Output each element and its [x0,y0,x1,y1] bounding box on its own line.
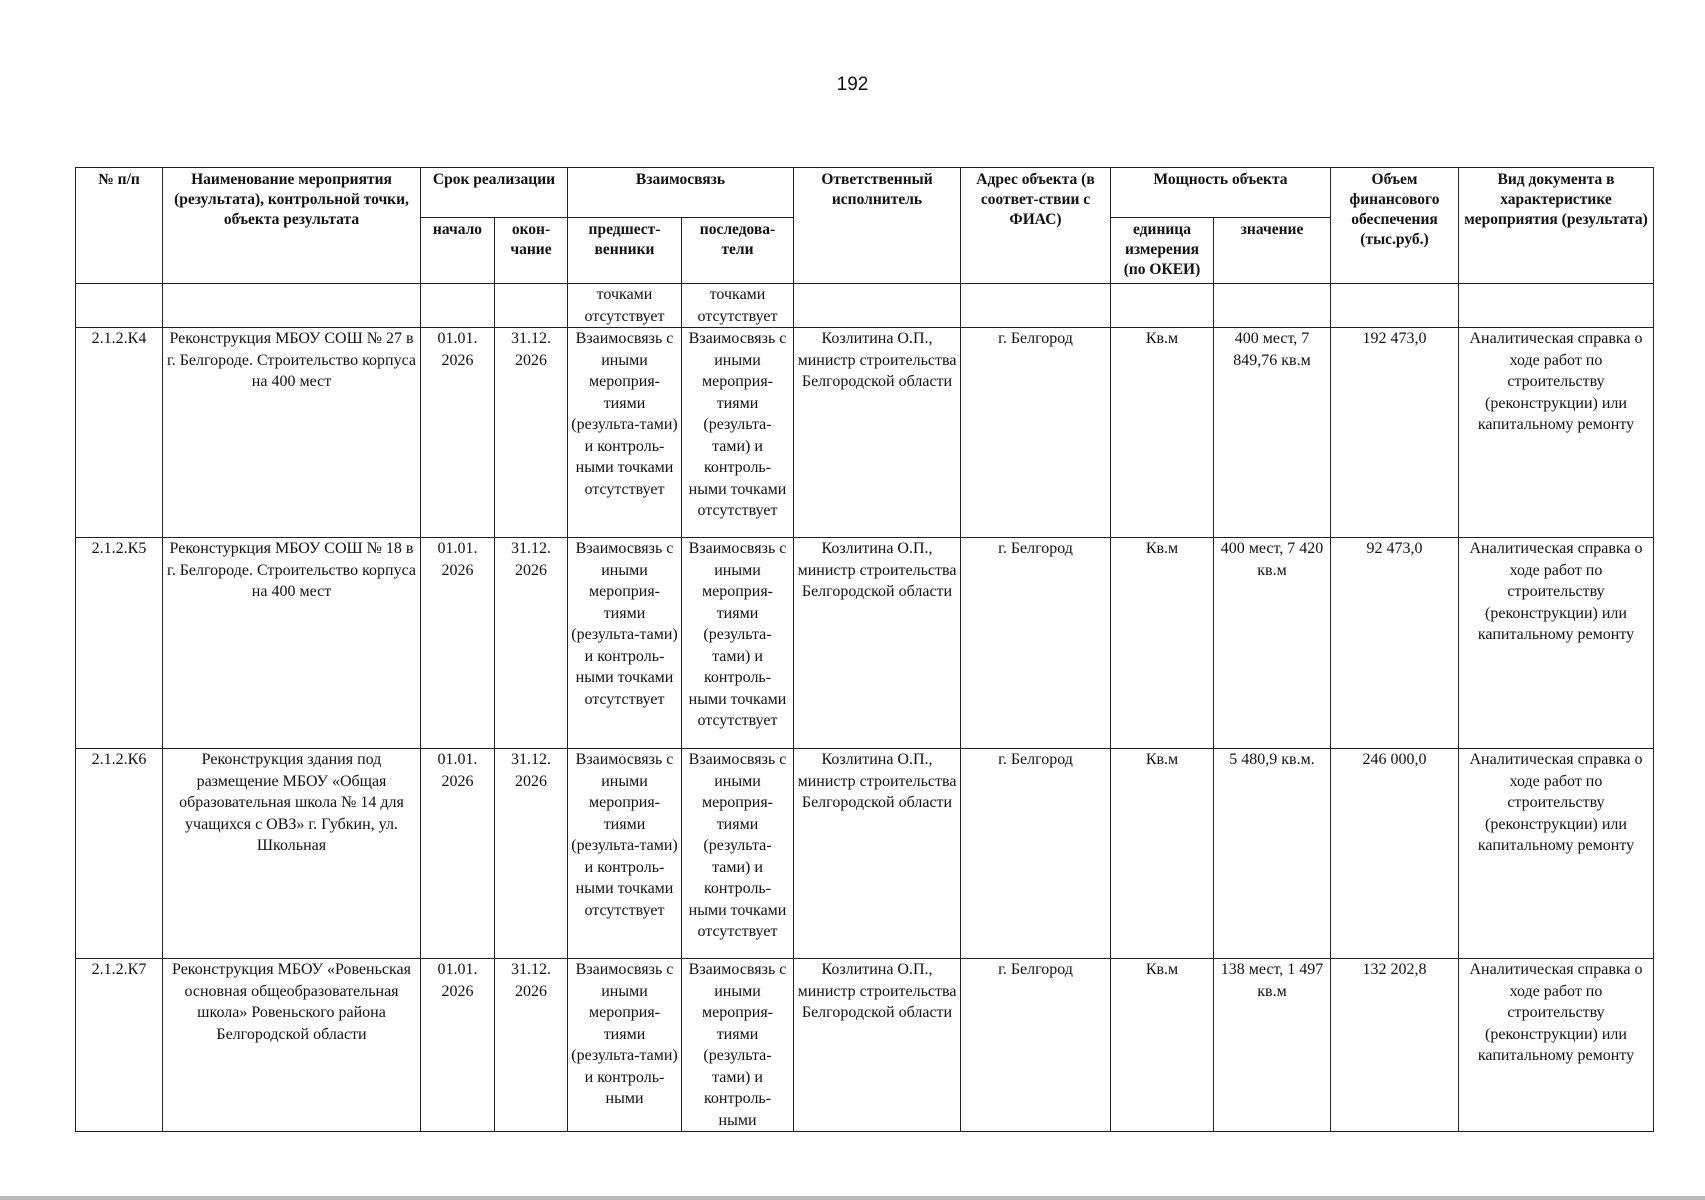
row-predecessors: Взаимосвязь с иными мероприя-тиями (результа-тами) и контроль-ными [568,959,682,1132]
scan-edge [0,1196,1705,1200]
row-value: 5 480,9 кв.м. [1214,749,1331,959]
header-capacity: Мощность объекта [1111,168,1331,218]
row-doc-type: Аналитическая справка о ходе работ по строительству (реконструкции) или капитальному ремонту [1459,959,1654,1132]
row-value: 138 мест, 1 497 кв.м [1214,959,1331,1132]
row-finance: 246 000,0 [1331,749,1459,959]
row-name: Реконструкция здания под размещение МБОУ «Общая образовательная школа № 14 для учащихся с ОВЗ» г. Губкин, ул. Школьная [163,749,421,959]
row-address: г. Белгород [961,959,1111,1132]
row-address: г. Белгород [961,749,1111,959]
row-doc-type: Аналитическая справка о ходе работ по строительству (реконструкции) или капитальному ремонту [1459,749,1654,959]
row-responsible: Козлитина О.П., министр строительства Белгородской области [794,328,961,538]
header-successors: последова-тели [682,218,794,284]
row-name: Реконструкция МБОУ «Ровеньская основная общеобразовательная школа» Ровеньского района Белгородской области [163,959,421,1132]
row-successors: Взаимосвязь с иными мероприя-тиями (результа-тами) и контроль-ными [682,959,794,1132]
header-term-start: начало [421,218,495,284]
activities-table [75,167,1654,1132]
table-row [76,749,1654,959]
row-start: 01.01. 2026 [421,959,495,1132]
row-responsible: Козлитина О.П., министр строительства Белгородской области [794,749,961,959]
row-name: Реконстуркция МБОУ СОШ № 18 в г. Белгороде. Строительство корпуса на 400 мест [163,538,421,749]
row-responsible: Козлитина О.П., министр строительства Белгородской области [794,538,961,749]
row-end: 31.12. 2026 [495,538,568,749]
row-responsible: Козлитина О.П., министр строительства Белгородской области [794,959,961,1132]
row-num: 2.1.2.К7 [76,959,163,1132]
row-end: 31.12. 2026 [495,749,568,959]
row-unit: Кв.м [1111,538,1214,749]
row-num: 2.1.2.К6 [76,749,163,959]
row-successors: Взаимосвязь с иными мероприя-тиями (результа-тами) и контроль-ными точками отсутствует [682,328,794,538]
row-successors: Взаимосвязь с иными мероприя-тиями (результа-тами) и контроль-ными точками отсутствует [682,749,794,959]
carry-successors: точками отсутствует [682,284,794,328]
header-term: Срок реализации [421,168,568,218]
row-predecessors: Взаимосвязь с иными мероприя-тиями (результа-тами) и контроль-ными точками отсутствует [568,328,682,538]
header-value: значение [1214,218,1331,284]
row-doc-type: Аналитическая справка о ходе работ по строительству (реконструкции) или капитальному ремонту [1459,538,1654,749]
row-end: 31.12. 2026 [495,328,568,538]
row-finance: 192 473,0 [1331,328,1459,538]
row-address: г. Белгород [961,328,1111,538]
row-value: 400 мест, 7 849,76 кв.м [1214,328,1331,538]
row-num: 2.1.2.К4 [76,328,163,538]
row-unit: Кв.м [1111,749,1214,959]
header-doc-type: Вид документа в характеристике мероприятия (результата) [1459,168,1654,284]
table-row [76,538,1654,749]
row-end: 31.12. 2026 [495,959,568,1132]
row-start: 01.01. 2026 [421,538,495,749]
row-predecessors: Взаимосвязь с иными мероприя-тиями (результа-тами) и контроль-ными точками отсутствует [568,749,682,959]
table-row [76,328,1654,538]
header-finance: Объем финансового обеспечения (тыс.руб.) [1331,168,1459,284]
row-predecessors: Взаимосвязь с иными мероприя-тиями (результа-тами) и контроль-ными точками отсутствует [568,538,682,749]
row-doc-type: Аналитическая справка о ходе работ по строительству (реконструкции) или капитальному ремонту [1459,328,1654,538]
header-term-end: окон-чание [495,218,568,284]
page-number: 192 [836,74,869,95]
header-address: Адрес объекта (в соответ-ствии с ФИАС) [961,168,1111,284]
row-num: 2.1.2.К5 [76,538,163,749]
header-name: Наименование мероприятия (результата), контрольной точки, объекта результата [163,168,421,284]
carry-over-row [76,284,1654,328]
row-start: 01.01. 2026 [421,749,495,959]
header-unit: единица измерения (по ОКЕИ) [1111,218,1214,284]
row-name: Реконструкция МБОУ СОШ № 27 в г. Белгороде. Строительство корпуса на 400 мест [163,328,421,538]
carry-predecessors: точками отсутствует [568,284,682,328]
header-responsible: Ответственный исполнитель [794,168,961,284]
header-relation: Взаимосвязь [568,168,794,218]
row-value: 400 мест, 7 420 кв.м [1214,538,1331,749]
row-address: г. Белгород [961,538,1111,749]
row-finance: 132 202,8 [1331,959,1459,1132]
row-finance: 92 473,0 [1331,538,1459,749]
row-unit: Кв.м [1111,328,1214,538]
header-predecessors: предшест-венники [568,218,682,284]
header-num: № п/п [76,168,163,284]
row-successors: Взаимосвязь с иными мероприя-тиями (результа-тами) и контроль-ными точками отсутствует [682,538,794,749]
table-row [76,959,1654,1132]
row-start: 01.01. 2026 [421,328,495,538]
row-unit: Кв.м [1111,959,1214,1132]
